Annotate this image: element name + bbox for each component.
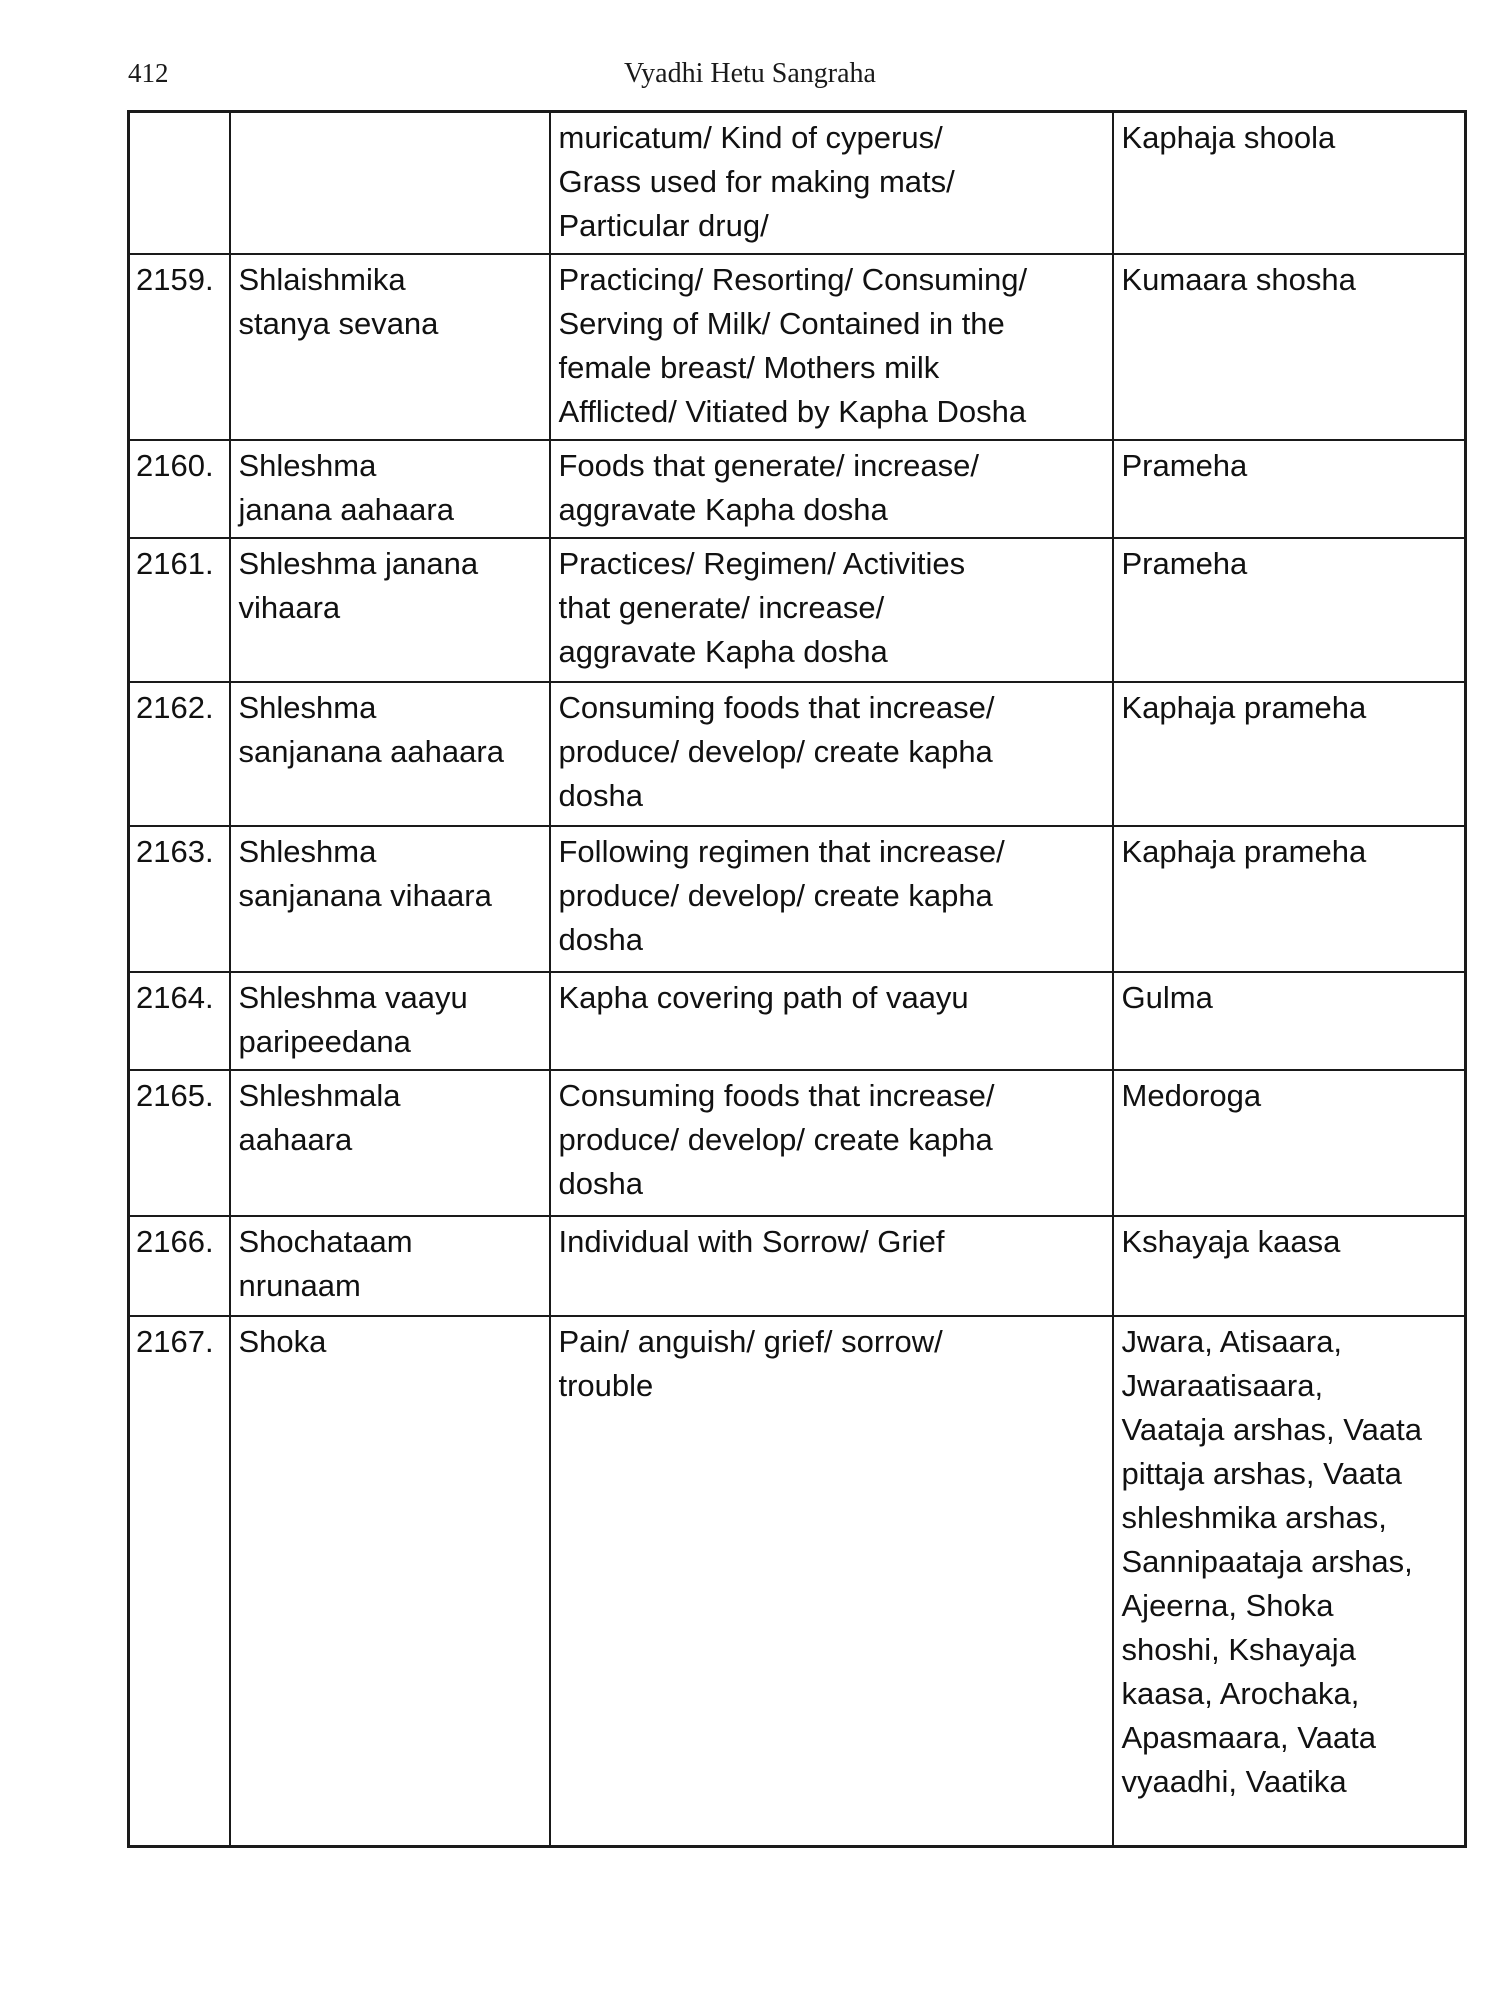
hetu-meaning: muricatum/ Kind of cyperus/ Grass used for making mats/ Particular drug/: [550, 112, 1113, 255]
entry-number: 2165.: [129, 1070, 230, 1216]
running-title: Vyadhi Hetu Sangraha: [624, 58, 876, 89]
table-row: [129, 440, 1466, 538]
disease-name: Kaphaja prameha: [1113, 682, 1466, 826]
hetu-meaning: Consuming foods that increase/ produce/ develop/ create kapha dosha: [550, 682, 1113, 826]
hetu-term: Shleshma janana vihaara: [230, 538, 550, 682]
hetu-term: Shleshma sanjanana vihaara: [230, 826, 550, 972]
hetu-meaning: Following regimen that increase/ produce/ develop/ create kapha dosha: [550, 826, 1113, 972]
entry-number: [129, 112, 230, 255]
disease-name: Prameha: [1113, 538, 1466, 682]
entry-number: 2163.: [129, 826, 230, 972]
entry-number: 2159.: [129, 254, 230, 440]
page-number: 412: [128, 58, 169, 88]
entry-number: 2162.: [129, 682, 230, 826]
entry-number: 2164.: [129, 972, 230, 1070]
hetu-table: [127, 110, 1467, 1848]
hetu-term: Shochataam nrunaam: [230, 1216, 550, 1316]
disease-name: Jwara, Atisaara, Jwaraatisaara, Vaataja arshas, Vaata pittaja arshas, Vaata shleshmika arshas, Sannipaataja arshas, Ajeerna, Shoka shoshi, Kshayaja kaasa, Arochaka, Apasmaara, Vaata vyaadhi, Vaatika: [1113, 1316, 1466, 1846]
table-row: [129, 682, 1466, 826]
hetu-term: [230, 112, 550, 255]
disease-name: Medoroga: [1113, 1070, 1466, 1216]
hetu-term: Shleshmala aahaara: [230, 1070, 550, 1216]
entry-number: 2160.: [129, 440, 230, 538]
table-row: [129, 1216, 1466, 1316]
table-row: [129, 1070, 1466, 1216]
disease-name: Gulma: [1113, 972, 1466, 1070]
table-row: [129, 826, 1466, 972]
disease-name: Kumaara shosha: [1113, 254, 1466, 440]
table-row: [129, 112, 1466, 255]
hetu-meaning: Consuming foods that increase/ produce/ develop/ create kapha dosha: [550, 1070, 1113, 1216]
entry-number: 2161.: [129, 538, 230, 682]
disease-name: Kaphaja prameha: [1113, 826, 1466, 972]
hetu-term: Shleshma sanjanana aahaara: [230, 682, 550, 826]
disease-name: Prameha: [1113, 440, 1466, 538]
disease-name: Kaphaja shoola: [1113, 112, 1466, 255]
hetu-term: Shleshma vaayu paripeedana: [230, 972, 550, 1070]
hetu-term: Shleshma janana aahaara: [230, 440, 550, 538]
hetu-meaning: Individual with Sorrow/ Grief: [550, 1216, 1113, 1316]
hetu-meaning: Practicing/ Resorting/ Consuming/ Serving of Milk/ Contained in the female breast/ Mothers milk Afflicted/ Vitiated by Kapha Dosha: [550, 254, 1113, 440]
table-row: [129, 254, 1466, 440]
entry-number: 2166.: [129, 1216, 230, 1316]
hetu-term: Shoka: [230, 1316, 550, 1846]
table-row: [129, 538, 1466, 682]
table-row: [129, 972, 1466, 1070]
hetu-meaning: Kapha covering path of vaayu: [550, 972, 1113, 1070]
hetu-meaning: Pain/ anguish/ grief/ sorrow/ trouble: [550, 1316, 1113, 1846]
hetu-meaning: Foods that generate/ increase/ aggravate Kapha dosha: [550, 440, 1113, 538]
disease-name: Kshayaja kaasa: [1113, 1216, 1466, 1316]
hetu-meaning: Practices/ Regimen/ Activities that generate/ increase/ aggravate Kapha dosha: [550, 538, 1113, 682]
table-row: [129, 1316, 1466, 1846]
hetu-term: Shlaishmika stanya sevana: [230, 254, 550, 440]
entry-number: 2167.: [129, 1316, 230, 1846]
